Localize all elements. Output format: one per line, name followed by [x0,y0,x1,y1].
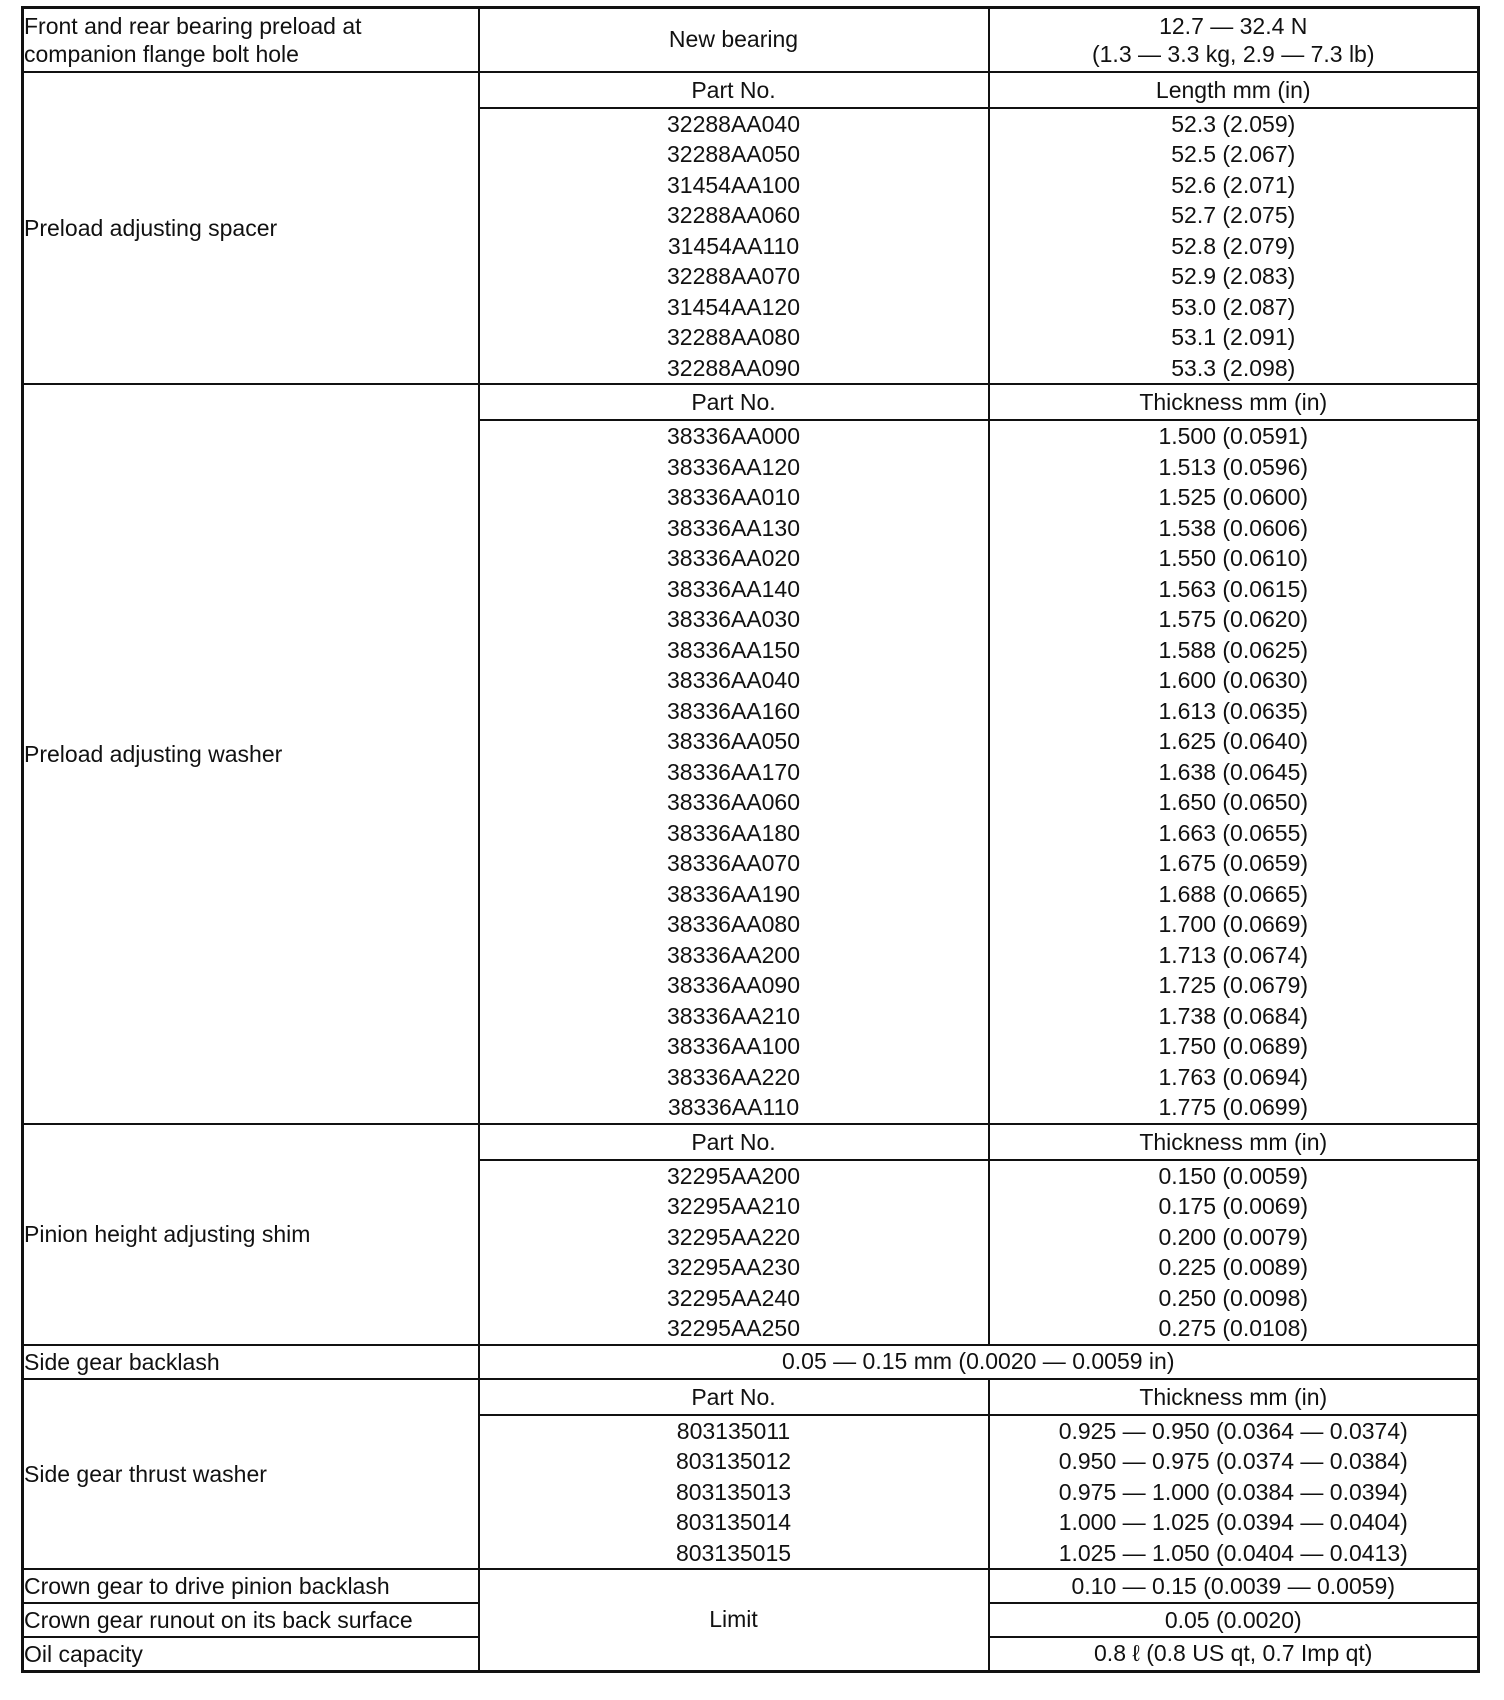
spec-value: 1.638 (0.0645) [1158,758,1309,785]
spec-value: 1.650 (0.0650) [1158,789,1309,815]
preload-washer-label: Preload adjusting washer [23,384,479,1124]
part-number: 32288AA050 [666,141,800,167]
pinion-shim-header-row [23,1124,1479,1160]
part-number: 38336AA140 [666,575,800,602]
spec-value: 0.275 (0.0108) [1158,1315,1309,1341]
part-number: 38336AA110 [667,1094,800,1120]
part-number: 32288AA060 [666,202,800,228]
preload-spacer-header-row [23,72,1479,108]
spec-value: 1.588 (0.0625) [1158,636,1309,663]
spec-value: 1.000 — 1.025 (0.0394 — 0.0404) [1058,1509,1408,1535]
spec-value: 0.925 — 0.950 (0.0364 — 0.0374) [1058,1417,1408,1444]
spec-value: 0.225 (0.0089) [1158,1254,1309,1280]
part-number: 38336AA150 [666,636,800,663]
spec-value: 1.025 — 1.050 (0.0404 — 0.0413) [1058,1539,1408,1566]
bearing-preload-condition: New bearing [479,8,989,72]
side-gear-washer-values [989,1415,1479,1570]
side-gear-washer-label: Side gear thrust washer [23,1379,479,1570]
preload-spacer-label: Preload adjusting spacer [23,72,479,385]
part-number: 803135014 [675,1509,792,1535]
side-gear-washer-value-header: Thickness mm (in) [989,1379,1479,1415]
oil-capacity-value: 0.8 ℓ (0.8 US qt, 0.7 Imp qt) [989,1637,1479,1671]
spec-value: 52.8 (2.079) [1171,232,1296,259]
spec-value: 1.600 (0.0630) [1158,667,1309,693]
part-number: 38336AA070 [666,850,800,876]
spec-value: 53.0 (2.087) [1171,293,1296,320]
spec-value: 1.688 (0.0665) [1158,880,1309,907]
pinion-shim-part-header: Part No. [479,1124,989,1160]
spec-value: 0.950 — 0.975 (0.0374 — 0.0384) [1058,1448,1408,1474]
spec-value: 1.663 (0.0655) [1158,819,1309,846]
part-number: 38336AA130 [666,514,800,541]
part-number: 38336AA000 [666,423,800,449]
pinion-shim-parts [479,1160,989,1345]
spec-value: 1.575 (0.0620) [1158,606,1309,632]
spec-value: 0.975 — 1.000 (0.0384 — 0.0394) [1058,1478,1408,1505]
side-gear-washer-part-header: Part No. [479,1379,989,1415]
part-number: 32295AA240 [666,1284,800,1311]
part-number: 803135013 [675,1478,792,1505]
part-number: 32295AA230 [666,1254,800,1280]
part-number: 32295AA220 [666,1223,800,1250]
spec-value: 1.550 (0.0610) [1158,545,1309,571]
part-number: 38336AA190 [666,880,800,907]
pinion-shim-value-header: Thickness mm (in) [989,1124,1479,1160]
preload-spacer-parts [479,108,989,385]
spec-value: 1.538 (0.0606) [1158,514,1309,541]
pinion-shim-values [989,1160,1479,1345]
part-number: 38336AA010 [666,484,800,510]
part-number: 31454AA110 [667,232,800,259]
crown-backlash-value: 0.10 — 0.15 (0.0039 — 0.0059) [989,1569,1479,1603]
part-number: 38336AA030 [666,606,800,632]
spec-value: 0.200 (0.0079) [1158,1223,1309,1250]
part-number: 38336AA170 [666,758,800,785]
bearing-preload-label: Front and rear bearing preload at companion flange bolt hole [23,8,479,72]
spec-value: 1.700 (0.0669) [1158,911,1309,937]
limit-condition: Limit [479,1569,989,1671]
part-number: 31454AA120 [666,293,800,320]
preload-washer-part-header: Part No. [479,384,989,420]
bearing-preload-value-line1: 12.7 — 32.4 N [1159,12,1308,39]
bearing-preload-value-line2: (1.3 — 3.3 kg, 2.9 — 7.3 lb) [1091,40,1375,67]
spec-value: 53.3 (2.098) [1171,354,1296,381]
spec-value: 1.625 (0.0640) [1158,728,1309,754]
preload-spacer-value-header: Length mm (in) [989,72,1479,108]
part-number: 38336AA080 [666,911,800,937]
part-number: 38336AA210 [666,1002,800,1029]
crown-backlash-label: Crown gear to drive pinion backlash [23,1569,479,1603]
specifications-table [21,6,1480,1673]
part-number: 803135015 [675,1539,792,1566]
preload-spacer-values [989,108,1479,385]
oil-capacity-label: Oil capacity [23,1637,479,1671]
part-number: 38336AA090 [666,972,800,998]
part-number: 32295AA200 [666,1162,800,1189]
crown-runout-value: 0.05 (0.0020) [989,1603,1479,1637]
spec-value: 1.513 (0.0596) [1158,453,1309,480]
part-number: 38336AA100 [666,1033,800,1059]
spec-value: 1.713 (0.0674) [1158,941,1309,968]
spec-value: 1.750 (0.0689) [1158,1033,1309,1059]
part-number: 32288AA040 [666,110,800,137]
spec-value: 1.725 (0.0679) [1158,972,1309,998]
spec-value: 52.9 (2.083) [1171,263,1296,289]
part-number: 32295AA210 [666,1193,800,1219]
crown-backlash-row [23,1569,1479,1603]
spec-value: 1.500 (0.0591) [1158,423,1309,449]
part-number: 38336AA060 [666,789,800,815]
bearing-preload-row [23,8,1479,72]
part-number: 38336AA020 [666,545,800,571]
part-number: 803135012 [675,1448,792,1474]
preload-washer-parts [479,420,989,1124]
side-gear-washer-header-row [23,1379,1479,1415]
preload-spacer-part-header: Part No. [479,72,989,108]
part-number: 32288AA080 [666,324,800,350]
part-number: 803135011 [676,1417,791,1444]
spec-value: 0.175 (0.0069) [1158,1193,1309,1219]
part-number: 38336AA180 [666,819,800,846]
spec-value: 52.3 (2.059) [1171,110,1296,137]
spec-value: 1.675 (0.0659) [1158,850,1309,876]
spec-value: 52.6 (2.071) [1171,171,1296,198]
part-number: 38336AA220 [666,1063,800,1090]
part-number: 38336AA040 [666,667,800,693]
side-gear-backlash-row [23,1345,1479,1379]
preload-washer-header-row [23,384,1479,420]
side-gear-backlash-value: 0.05 — 0.15 mm (0.0020 — 0.0059 in) [479,1345,1479,1379]
spec-value: 0.150 (0.0059) [1158,1162,1309,1189]
side-gear-washer-parts [479,1415,989,1570]
spec-value: 1.525 (0.0600) [1158,484,1309,510]
spec-value: 53.1 (2.091) [1171,324,1296,350]
bearing-preload-value [989,8,1479,72]
spec-value: 1.763 (0.0694) [1158,1063,1309,1090]
preload-washer-value-header: Thickness mm (in) [989,384,1479,420]
spec-value: 0.250 (0.0098) [1158,1284,1309,1311]
spec-value: 1.775 (0.0699) [1158,1094,1309,1120]
part-number: 32288AA070 [666,263,800,289]
spec-value: 52.7 (2.075) [1171,202,1296,228]
part-number: 32288AA090 [666,354,800,381]
part-number: 38336AA050 [666,728,800,754]
side-gear-backlash-label: Side gear backlash [23,1345,479,1379]
pinion-shim-label: Pinion height adjusting shim [23,1124,479,1345]
part-number: 32295AA250 [666,1315,800,1341]
spec-value: 1.613 (0.0635) [1158,697,1309,724]
spec-value: 1.738 (0.0684) [1158,1002,1309,1029]
preload-washer-values [989,420,1479,1124]
crown-runout-label: Crown gear runout on its back surface [23,1603,479,1637]
part-number: 38336AA160 [666,697,800,724]
part-number: 38336AA200 [666,941,800,968]
spec-value: 1.563 (0.0615) [1158,575,1309,602]
spec-value: 52.5 (2.067) [1171,141,1296,167]
part-number: 31454AA100 [666,171,800,198]
part-number: 38336AA120 [666,453,800,480]
